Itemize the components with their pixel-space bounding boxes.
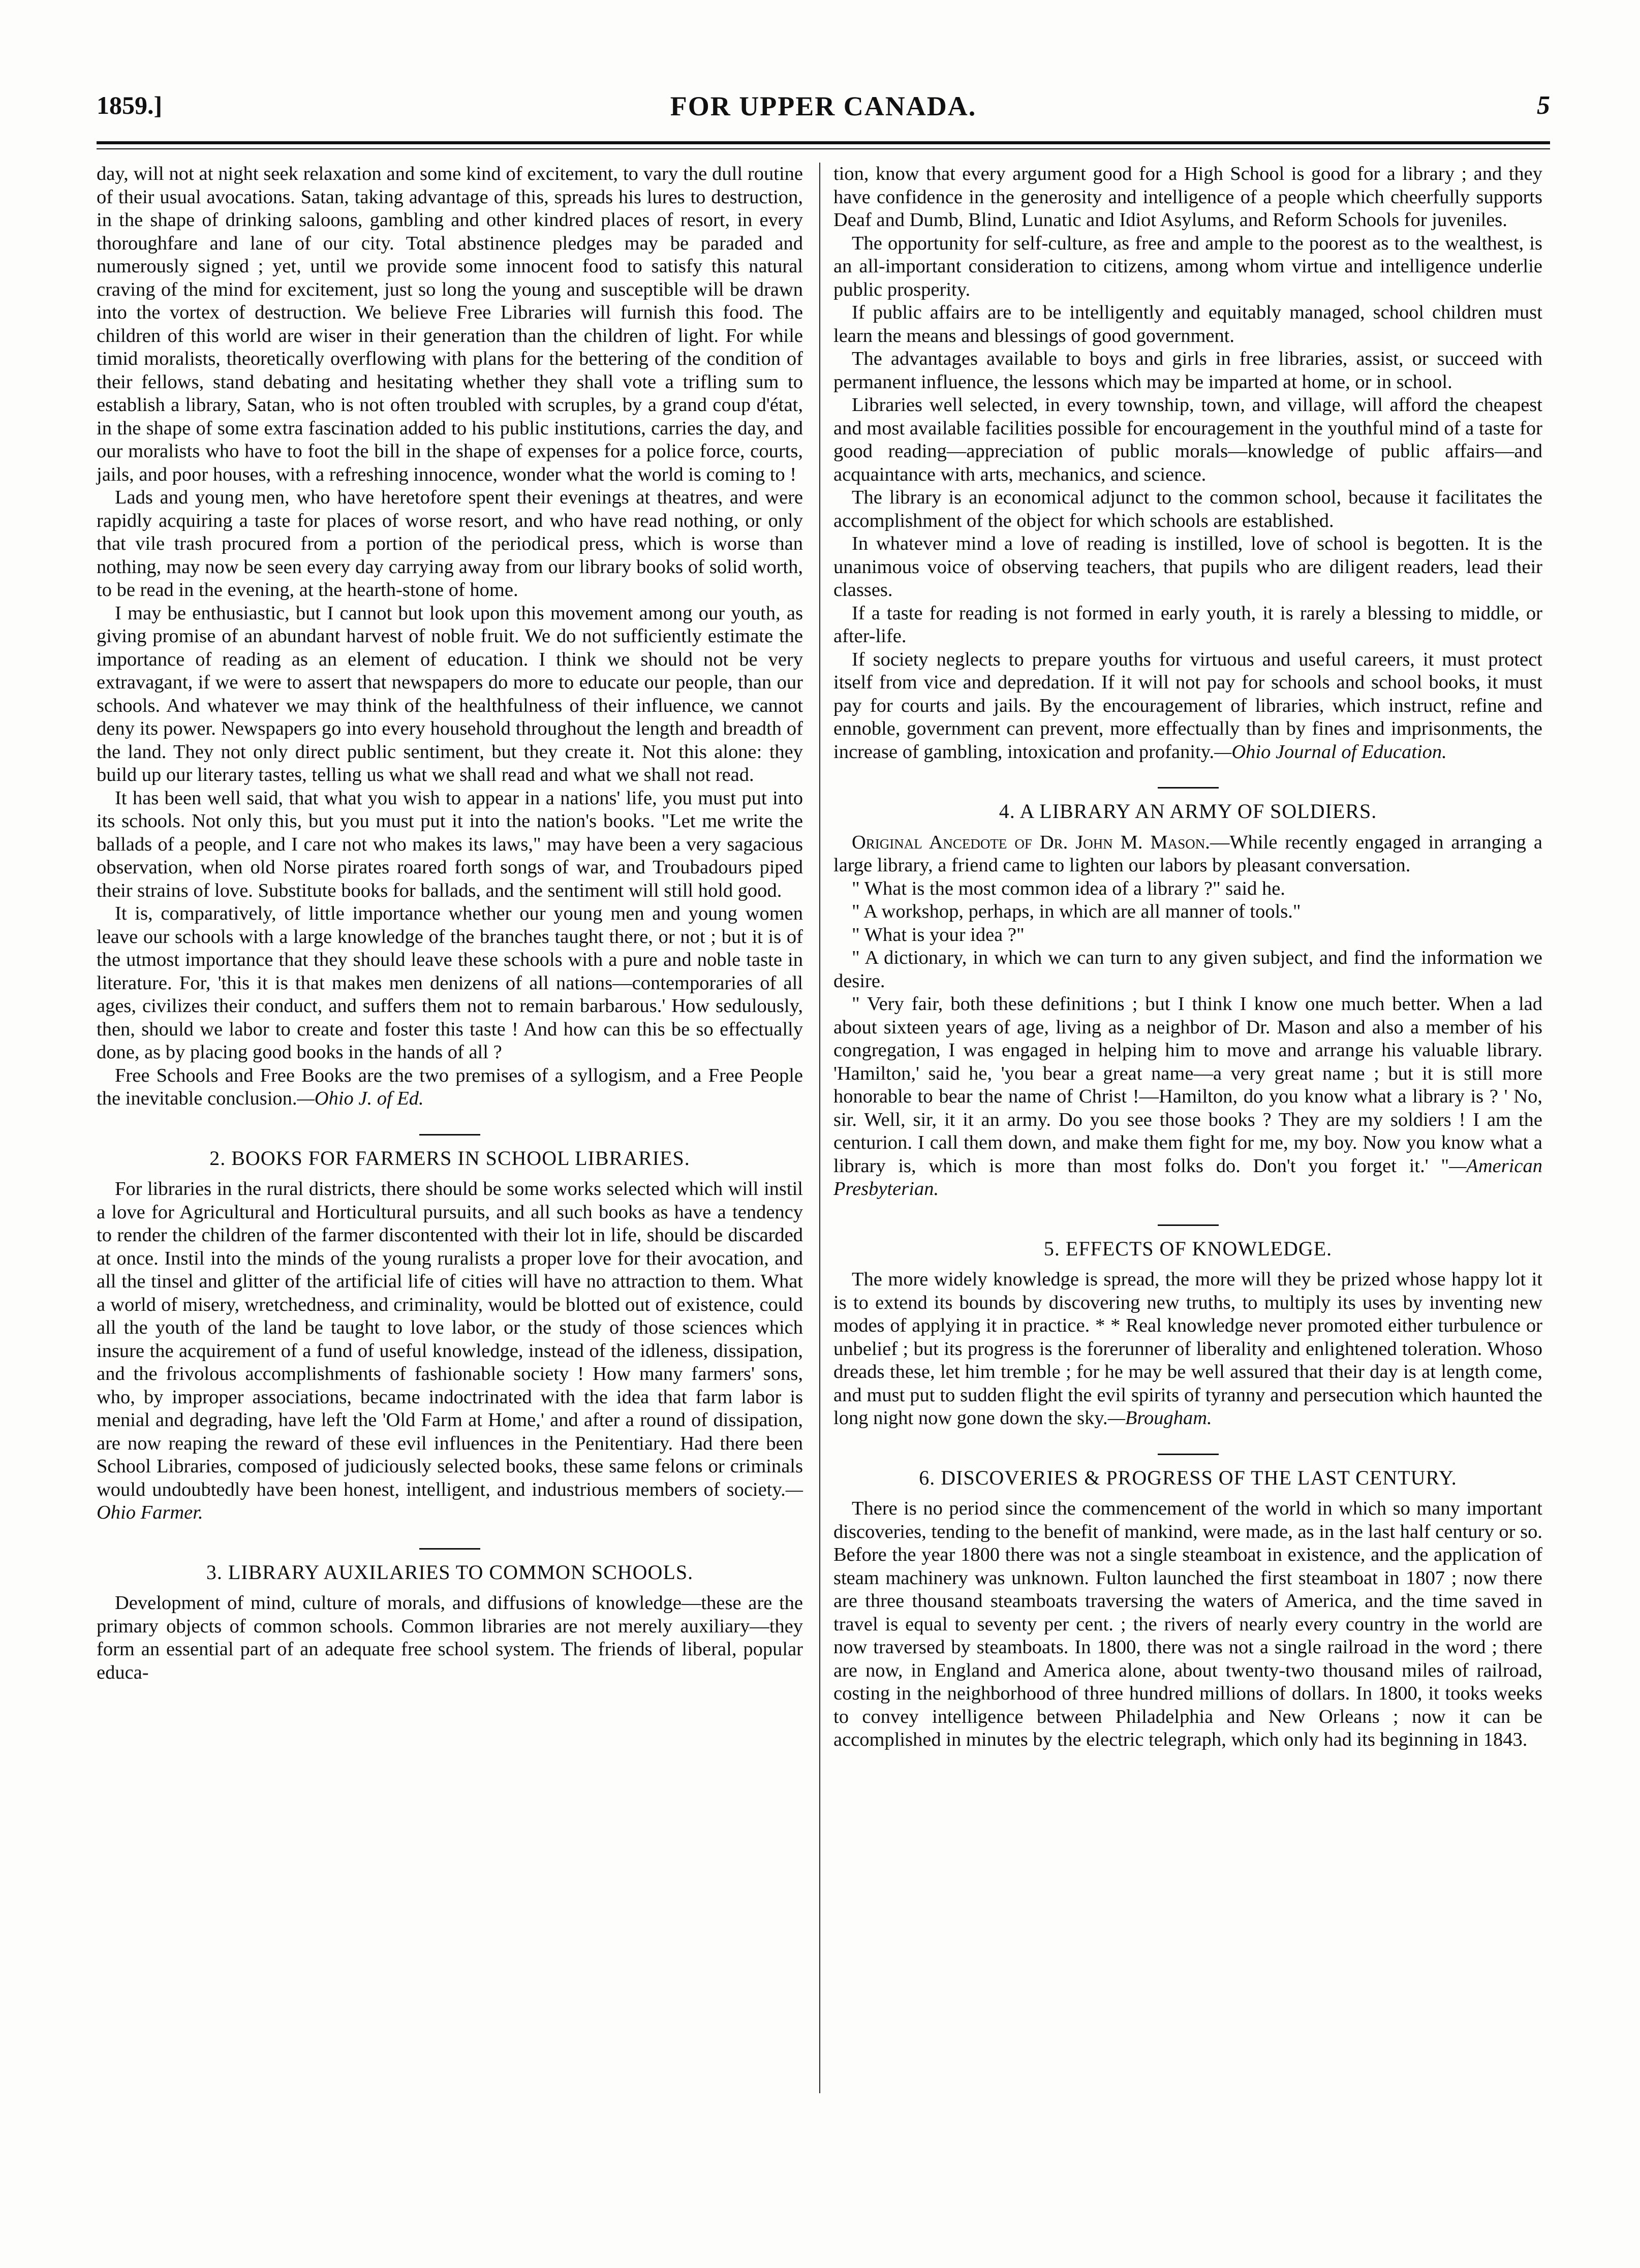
source-citation: —Ohio Farmer.	[97, 1478, 803, 1523]
section-title: 5. EFFECTS OF KNOWLEDGE.	[1043, 1237, 1333, 1260]
section-separator	[419, 1548, 480, 1550]
paragraph: tion, know that every argument good for a High School is good for a library ; and they have confidence in the generosity and intelligence of a people which cheerfully supports Deaf and Dumb, Blind, Lunatic and Idiot Asylums, and Reform Schools for juveniles.	[833, 163, 1542, 231]
paragraph	[833, 993, 1542, 1201]
header-year: 1859.]	[97, 91, 163, 119]
paragraph: Lads and young men, who have heretofore spent their evenings at theatres, and were rapidly acquiring a taste for places of worse resort, and who have read nothing, or only that vile trash procured from a portion of the periodical press, which is worse than nothing, may now be seen every day carrying away from our library books of solid worth, to be read in the evening, at the hearth-stone of home.	[97, 487, 803, 601]
paragraph-text: The more widely knowledge is spread, the more will they be prized whose happy lot it is to extend its bounds by discovering new truths, to multiply its uses by inventing new modes of applying it in practice. * * Real knowledge never promoted either turbulence or unbelief ; but its progress is the forerunner of liberality and enlightened toleration. Whoso dreads these, let him tremble ; for he may be well assured that their day is at length come, and must put to sudden flight the evil spirits of tyranny and persecution which haunted the long night now gone down the sky.	[833, 1269, 1542, 1429]
left-column	[97, 163, 803, 1684]
paragraph-text: If society neglects to prepare youths for virtuous and useful careers, it must protect itself from vice and depredation. If it will not pay for schools and school books, it must pay for courts and jails. By the encouragement of libraries, which instruct, refine and ennoble, government can prevent, more effectually than by fines and imprisonments, the increase of gambling, intoxication and profanity.	[833, 648, 1542, 763]
paragraph: day, will not at night seek relaxation and some kind of excitement, to vary the dull routine of their usual avocations. Satan, taking advantage of this, spreads his lures to destruction, in the shape of drinking saloons, gambling and other kindred places of resort, in every thoroughfare and lane of our city. Total abstinence pledges may be paraded and numerously signed ; yet, until we provide some innocent food to satisfy this natural craving of the mind for excitement, just so long the young and susceptible will be drawn into the vortex of destruction. We believe Free Libraries will furnish this food. The children of this world are wiser in their generation than the children of light. For while timid moralists, theoretically overflowing with plans for the bettering of the condition of their fellows, stand debating and hesitating whether they shall vote a trifling sum to establish a library, Satan, who is not often troubled with scruples, by a grand coup d'état, in the shape of some extra fascination added to his public institutions, carries the day, and our moralists who have to foot the bill in the shape of expenses for a police force, courts, jails, and poor houses, with a refreshing innocence, wonder what the world is coming to !	[97, 163, 803, 485]
section-title: 6. DISCOVERIES & PROGRESS OF THE LAST CENTURY.	[919, 1466, 1457, 1489]
paragraph: " What is your idea ?"	[852, 924, 1025, 946]
paragraph-text: Free Schools and Free Books are the two premises of a syllogism, and a Free People the inevitable conclusion.	[97, 1064, 803, 1109]
paragraph: The library is an economical adjunct to the common school, because it facilitates the accomplishment of the object for which schools are established.	[833, 487, 1542, 531]
paragraph: " A workshop, perhaps, in which are all manner of tools."	[852, 901, 1301, 922]
header-rule-thick	[97, 141, 1550, 144]
source-citation: —American Presbyterian.	[833, 1155, 1542, 1200]
paragraph: " What is the most common idea of a library ?" said he.	[852, 877, 1285, 899]
paragraph	[833, 831, 1542, 877]
paragraph: The advantages available to boys and girls in free libraries, assist, or succeed with permanent influence, the lessons which may be imparted at home, or in school.	[833, 348, 1542, 393]
paragraph	[97, 1178, 803, 1525]
section-title: 3. LIBRARY AUXILARIES TO COMMON SCHOOLS.	[206, 1560, 694, 1584]
paragraph-text: —While recently engaged in arranging a large library, a friend came to lighten our labors by pleasant conversation.	[833, 831, 1542, 876]
source-citation: —Ohio Journal of Education.	[1214, 741, 1447, 763]
source-citation: —Ohio J. of Ed.	[297, 1088, 424, 1109]
paragraph: If public affairs are to be intelligently and equitably managed, school children must learn the means and blessings of good government.	[833, 302, 1542, 346]
paragraph: Libraries well selected, in every township, town, and village, will afford the cheapest and most available facilities possible for encouragement in the youthful mind of a taste for good reading—appreciation of public morals—knowledge of public affairs—and acquaintance with arts, mechanics, and science.	[833, 394, 1542, 485]
paragraph-text: For libraries in the rural districts, there should be some works selected which will instil a love for Agricultural and Horticultural pursuits, and all such books as have a tendency to render the children of the farmer discontented with their lot in life, should be discarded at once. Instil into the minds of the young ruralists a proper love for their avocation, and all the tinsel and glitter of the artificial life of cities will have no attraction to them. What a world of misery, wretchedness, and criminality, would be blotted out of existence, could all the youth of the land be taught to love labor, or the study of those sciences which insure the acquirement of a fund of useful knowledge, instead of the idleness, dissipation, and the frivolous accomplishments of fashionable society ! How many farmers' sons, who, by improper associations, became indoctrinated with the idea that farm labor is menial and degrading, have left the 'Old Farm at Home,' and after a round of dissipation, are now reaping the reward of these evil influences in the Penitentiary. Had there been School Libraries, composed of judiciously selected books, these same felons or criminals would undoubtedly have been honest, intelligent, and industrious members of society.	[97, 1178, 803, 1500]
paragraph	[833, 648, 1542, 764]
page-number: 5	[1537, 91, 1550, 120]
section-separator	[419, 1134, 480, 1136]
section-separator	[1158, 1224, 1219, 1226]
paragraph: Development of mind, culture of morals, and diffusions of knowledge—these are the primary objects of common schools. Common libraries are not merely auxiliary—they form an essential part of an adequate free school system. The friends of liberal, popular educa-	[97, 1592, 803, 1683]
paragraph	[97, 1064, 803, 1111]
paragraph: I may be enthusiastic, but I cannot but look upon this movement among our youth, as giving promise of an abundant harvest of noble fruit. We do not sufficiently estimate the importance of reading as an element of education. I think we should not be very extravagant, if we were to assert that newspapers do more to educate our people, than our schools. And whatever we may think of the healthfulness of their influence, we cannot deny its power. Newspapers go into every household throughout the length and breadth of the land. They not only direct public sentiment, but they create it. Not this alone: they build up our literary tastes, telling us what we shall read and what we shall not read.	[97, 602, 803, 785]
header-rule-thin	[97, 148, 1550, 149]
source-citation: —Brougham.	[1107, 1407, 1212, 1429]
paragraph: " A dictionary, in which we can turn to any given subject, and find the information we desire.	[833, 947, 1542, 992]
section-separator	[1158, 787, 1219, 789]
paragraph: There is no period since the commencement of the world in which so many important discoveries, tending to the benefit of mankind, were made, as in the last half century or so. Before the year 1800 there was not a single steamboat in existence, and the application of steam machinery was unknown. Fulton launched the first steamboat in 1807 ; now there are three thousand steamboats traversing the waters of America, and the time saved in travel is equal to seventy per cent. ; the rivers of nearly every country in the world are now traversed by steamboats. In 1800, there was not a single railroad in the word ; there are now, in England and America alone, about twenty-two thousand miles of railroad, costing in the neighborhood of three hundred millions of dollars. In 1800, it tooks weeks to convey intelligence between Philadelphia and New Orleans ; now it can be accomplished in minutes by the electric telegraph, which only had its beginning in 1843.	[833, 1498, 1542, 1750]
header-title: FOR UPPER CANADA.	[670, 91, 977, 121]
paragraph: The opportunity for self-culture, as free and ample to the poorest as to the wealthest, is an all-important consideration to citizens, among whom virtue and intelligence underlie public prosperity.	[833, 232, 1542, 300]
right-column	[833, 163, 1542, 1752]
section-title: 4. A LIBRARY AN ARMY OF SOLDIERS.	[999, 800, 1377, 823]
section-separator	[1158, 1454, 1219, 1455]
paragraph-text: " Very fair, both these definitions ; but I think I know one much better. When a lad about sixteen years of age, living as a neighbor of Dr. Mason and also a member of his congregation, I was engaged in helping him to move and arrange his valuable library. 'Hamilton,' said he, 'you bear a great name—a very great name ; but it is still more honorable to bear the name of Christ !—Hamilton, do you know what a library is ? ' No, sir. Well, sir, it it an army. Do you see those books ? They are my soldiers ! I am the centurion. I call them down, and make them fight for me, my boy. Now you know what a library is, which is more than most folks do. Don't you forget it.' "	[833, 993, 1542, 1177]
paragraph: It has been well said, that what you wish to appear in a nations' life, you must put into its schools. Not only this, but you must put it into the nation's books. "Let me write the ballads of a people, and I care not who makes its laws," may have been a very sagacious observation, when old Norse pirates roared forth songs of war, and Troubadours piped their strains of love. Substitute books for ballads, and the sentiment will still hold good.	[97, 787, 803, 901]
paragraph: If a taste for reading is not formed in early youth, it is rarely a blessing to middle, or after-life.	[833, 602, 1542, 647]
section-title: 2. BOOKS FOR FARMERS IN SCHOOL LIBRARIES.	[209, 1146, 690, 1170]
column-divider	[819, 163, 820, 2093]
anecdote-lead: Original Ancedote of Dr. John M. Mason.	[852, 831, 1210, 853]
paragraph: In whatever mind a love of reading is instilled, love of school is begotten. It is the unanimous voice of observing teachers, that pupils who are diligent readers, lead their classes.	[833, 533, 1542, 601]
page-header	[97, 90, 1550, 136]
paragraph	[833, 1268, 1542, 1430]
paragraph: It is, comparatively, of little importance whether our young men and young women leave our schools with a large knowledge of the branches taught there, or not ; but it is of the utmost importance that they should leave these schools with a pure and noble taste in literature. For, 'this it is that makes men denizens of all nations—contemporaries of all ages, civilizes their conduct, and suffers them not to remain barbarous.' How sedulously, then, should we labor to create and foster this taste ! And how can this be so effectually done, as by placing good books in the hands of all ?	[97, 903, 803, 1063]
